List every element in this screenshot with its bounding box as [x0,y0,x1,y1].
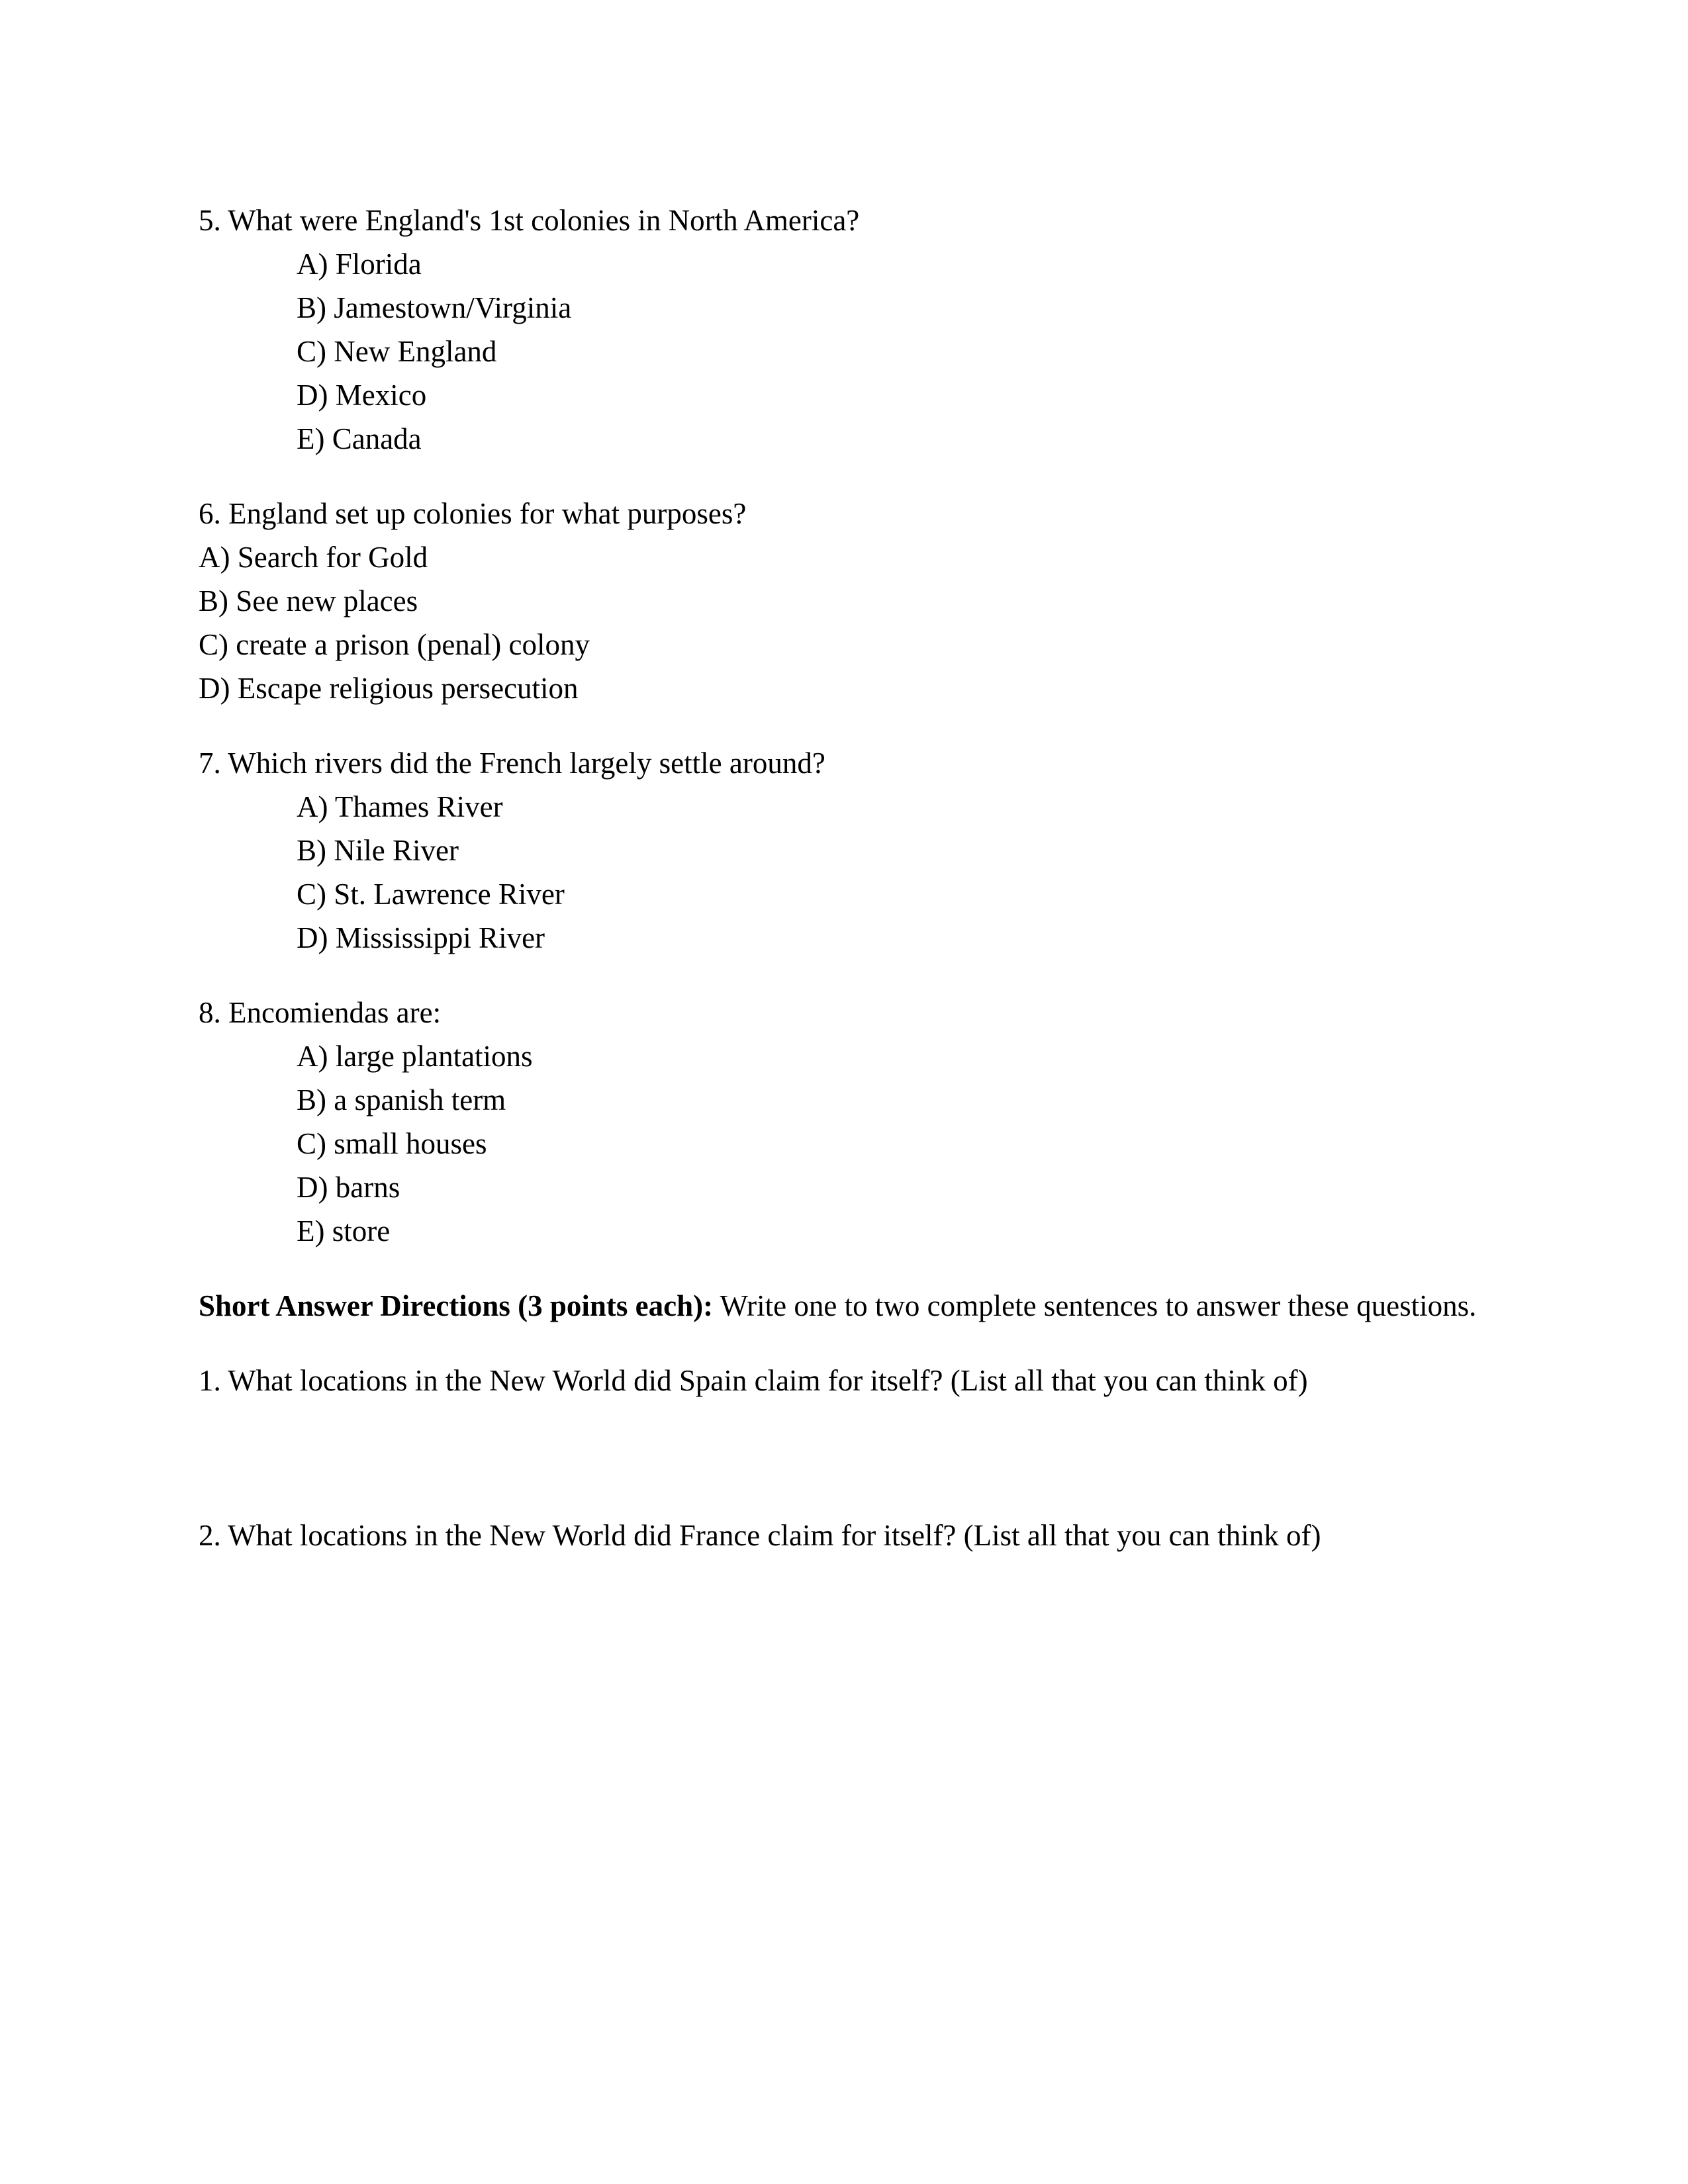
directions-bold-label: Short Answer Directions (3 points each): [199,1289,714,1322]
option-8-b: B) a spanish term [297,1083,506,1116]
question-text-5: 5. What were England's 1st colonies in North America? [199,204,860,237]
option-6-a: A) Search for Gold [199,541,428,574]
short-answer-block-1 [199,1359,1489,1514]
page-content [199,199,1489,1668]
option-6-b: B) See new places [199,584,418,617]
option-8-a: A) large plantations [297,1040,533,1073]
question-text-7: 7. Which rivers did the French largely settle around? [199,747,825,780]
option-7-d: D) Mississippi River [297,921,545,954]
option-7-a: A) Thames River [297,790,503,823]
directions-rest-text: Write one to two complete sentences to answer these questions. [713,1289,1477,1322]
question-text-8: 8. Encomiendas are: [199,996,442,1029]
option-8-d: D) barns [297,1171,400,1204]
question-block-7 [199,741,1489,960]
question-block-5 [199,199,1489,461]
option-5-d: D) Mexico [297,379,427,412]
question-text-6: 6. England set up colonies for what purposes? [199,497,747,530]
option-7-c: C) St. Lawrence River [297,878,565,911]
option-5-a: A) Florida [297,248,422,281]
question-block-6 [199,492,1489,710]
option-5-c: C) New England [297,335,497,368]
option-6-c: C) create a prison (penal) colony [199,628,590,661]
answer-space-2[interactable] [199,1557,1489,1668]
option-5-e: E) Canada [297,422,422,455]
answer-space-1[interactable] [199,1402,1489,1514]
option-8-c: C) small houses [297,1127,487,1160]
question-block-8 [199,991,1489,1253]
short-answer-block-2 [199,1514,1489,1668]
option-5-b: B) Jamestown/Virginia [297,291,572,324]
short-answer-question-1: 1. What locations in the New World did Spain claim for itself? (List all that you can think of) [199,1364,1308,1397]
short-answer-question-2: 2. What locations in the New World did France claim for itself? (List all that you can think of) [199,1519,1321,1552]
short-answer-directions [199,1284,1489,1328]
option-8-e: E) store [297,1214,391,1248]
option-6-d: D) Escape religious persecution [199,672,579,705]
option-7-b: B) Nile River [297,834,459,867]
